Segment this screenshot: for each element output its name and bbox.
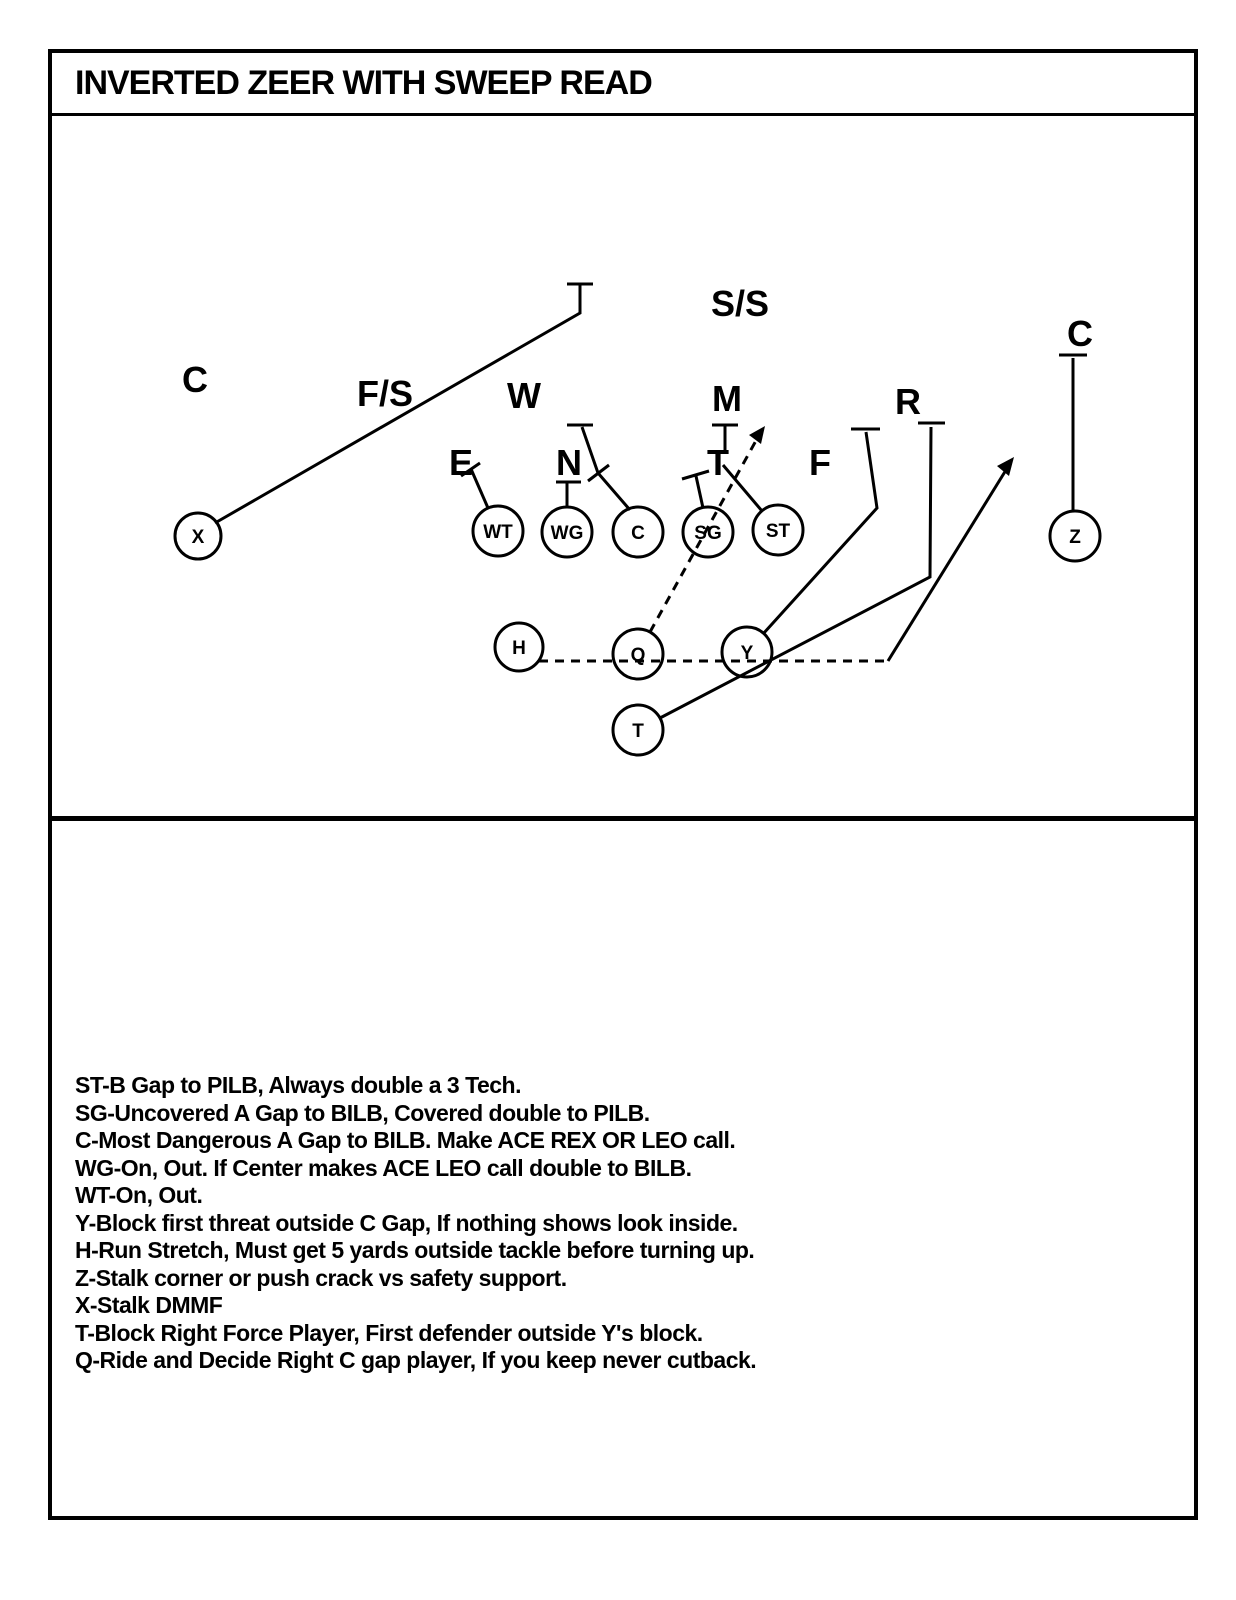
assignment-line-x: X-Stalk DMMF <box>75 1292 223 1318</box>
title-bar <box>52 53 1194 116</box>
player-z-label: Z <box>1069 527 1081 548</box>
page-title: INVERTED ZEER WITH SWEEP READ <box>75 63 652 102</box>
player-wg-label: WG <box>550 523 584 544</box>
assignment-line-st: ST-B Gap to PILB, Always double a 3 Tech. <box>75 1072 521 1098</box>
sg-block-line <box>696 476 703 508</box>
defender-strong-safety-label: S/S <box>710 283 770 324</box>
assignment-line-z: Z-Stalk corner or push crack vs safety support. <box>75 1264 567 1291</box>
player-t-label: T <box>632 721 644 742</box>
assignment-notes <box>52 821 1194 1375</box>
defender-mike-label: M <box>712 378 742 419</box>
assignment-line-wt: WT-On, Out. <box>75 1182 203 1208</box>
play-diagram-canvas <box>52 116 1194 816</box>
assignment-line-q: Q-Ride and Decide Right C gap player, If you keep never cutback. <box>75 1347 757 1373</box>
defender-field-label: F <box>809 442 831 483</box>
player-sg-label: SG <box>694 523 722 544</box>
assignment-line-h: H-Run Stretch, Must get 5 yards outside tackle before turning up. <box>75 1237 755 1263</box>
player-x-label: X <box>191 527 205 548</box>
h-upfield-arrow <box>888 470 1006 661</box>
defender-tackle-label: T <box>707 442 729 483</box>
defender-free-safety-label: F/S <box>356 373 414 414</box>
player-c-label: C <box>631 523 645 544</box>
q-keep-arrowhead <box>749 426 765 444</box>
defender-will-label: W <box>507 375 541 416</box>
defender-rover-label: R <box>895 381 921 422</box>
player-h-label: H <box>512 638 526 659</box>
player-q-label: Q <box>630 645 646 666</box>
defender-corner-left-label: C <box>182 359 208 400</box>
assignment-line-y: Y-Block first threat outside C Gap, If nothing shows look inside. <box>75 1209 738 1236</box>
defender-nose-label: N <box>556 442 582 483</box>
page-frame <box>48 49 1198 1520</box>
c-block-tick <box>588 465 609 481</box>
assignment-line-wg: WG-On, Out. If Center makes ACE LEO call double to BILB. <box>75 1154 692 1181</box>
player-y-label: Y <box>740 643 754 664</box>
assignment-line-c: C-Most Dangerous A Gap to BILB. Make ACE REX OR LEO call. <box>75 1127 736 1153</box>
defender-end-label: E <box>448 442 474 483</box>
play-diagram <box>52 116 1194 821</box>
assignment-line-sg: SG-Uncovered A Gap to BILB, Covered double to PILB. <box>75 1099 650 1126</box>
assignment-line-t: T-Block Right Force Player, First defender outside Y's block. <box>75 1319 703 1346</box>
t-block-line <box>660 427 931 718</box>
wt-block-line <box>471 469 488 508</box>
player-st-label: ST <box>765 521 791 542</box>
defender-corner-right-label: C <box>1067 313 1093 354</box>
player-wt-label: WT <box>483 522 513 543</box>
